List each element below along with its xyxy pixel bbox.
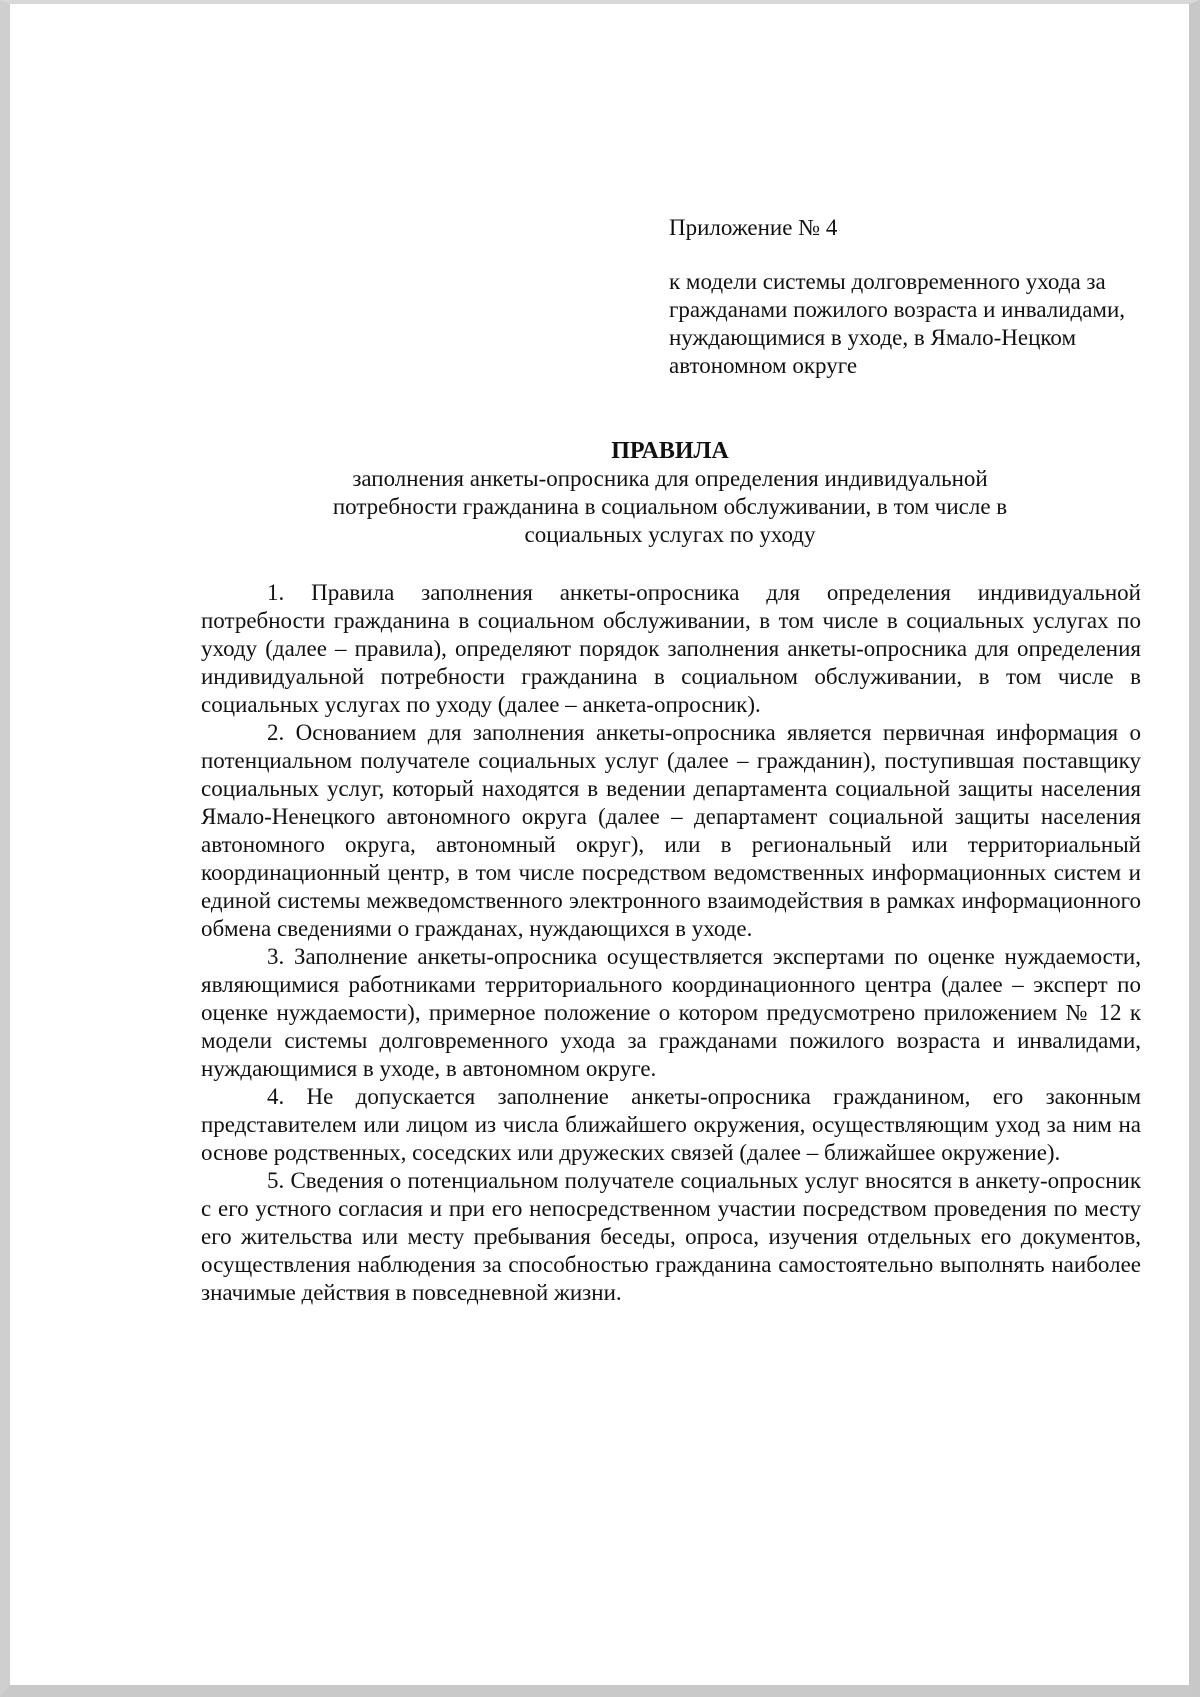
paragraph-5: 5. Сведения о потенциальном получателе социальных услуг вносятся в анкету-опросник с его устного согласия и при его непосредственном участии посредством проведения по месту его жительства или месту пребывания беседы, опроса, изучения отдельных его документов, осуществления наблюдения за способностью гражданина самостоятельно выполнять наиболее значимые действия в повседневной жизни. [201,1168,1141,1305]
appendix-reference: к модели системы долговременного ухода за гражданами пожилого возраста и инвалидами, нуждающимися в уходе, в Ямало-Нецком автономном округе [669,269,1126,378]
document-title-block [200,437,1140,549]
paragraph-1: 1. Правила заполнения анкеты-опросника для определения индивидуальной потребности гражданина в социальном обслуживании, в том числе в социальных услугах по уходу (далее – правила), определяют порядок заполнения анкеты-опросника для определения индивидуальной потребности гражданина в социальном обслуживании, в том числе в социальных услугах по уходу (далее – анкета-опросник). [201,580,1141,717]
paragraph-4: 4. Не допускается заполнение анкеты-опросника гражданином, его законным представителем или лицом из числа ближайшего окружения, осуществляющим уход за ним на основе родственных, соседских или дружеских связей (далее – ближайшее окружение). [201,1084,1141,1165]
paragraph-2: 2. Основанием для заполнения анкеты-опросника является первичная информация о потенциальном получателе социальных услуг (далее – гражданин), поступившая поставщику социальных услуг, который находятся в ведении департамента социальной защиты населения Ямало-Ненецкого автономного округа (далее – департамент социальной защиты населения автономного округа, автономный округ), или в региональный или территориальный координационный центр, в том числе посредством ведомственных информационных систем и единой системы межведомственного электронного взаимодействия в рамках информационного обмена сведениями о гражданах, нуждающихся в уходе. [201,720,1141,941]
paragraph-3: 3. Заполнение анкеты-опросника осуществляется экспертами по оценке нуждаемости, являющимися работниками территориального координационного центра (далее – эксперт по оценке нуждаемости), примерное положение о котором предусмотрено приложением № 12 к модели системы долговременного ухода за гражданами пожилого возраста и инвалидами, нуждающимися в уходе, в автономном округе. [201,944,1141,1081]
appendix-header [669,214,1139,380]
document-subtitle: заполнения анкеты-опросника для определения индивидуальной потребности гражданина в социальном обслуживании, в том числе в социальных услугах по уходу [332,466,1008,547]
document-title: ПРАВИЛА [611,438,729,464]
appendix-number: Приложение № 4 [669,215,838,240]
document-body [201,579,1141,1307]
